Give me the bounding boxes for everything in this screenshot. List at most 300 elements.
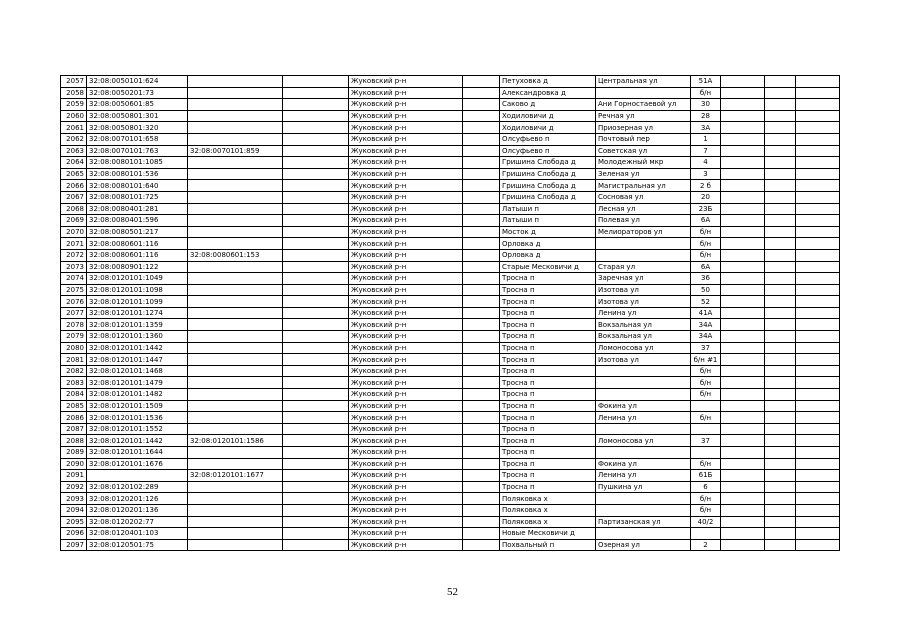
- extra-column-3-cell: [765, 76, 796, 88]
- parent-cadastral-number-cell: [188, 191, 283, 203]
- extra-column-3-cell: [765, 145, 796, 157]
- extra-column-3-cell: [765, 122, 796, 134]
- extra-column-2-cell: [721, 168, 765, 180]
- district-cell: Жуковский р-н: [349, 504, 463, 516]
- extra-column-2-cell: [721, 470, 765, 482]
- parent-cadastral-number-cell: [188, 226, 283, 238]
- row-number-cell: 2086: [61, 412, 87, 424]
- building-number-cell: [691, 528, 721, 540]
- cadastral-number-cell: 32:08:0050801:320: [87, 122, 188, 134]
- extra-column-3-cell: [765, 191, 796, 203]
- extra-column-4-cell: [796, 319, 840, 331]
- district-cell: Жуковский р-н: [349, 76, 463, 88]
- blank-column-cell: [463, 307, 500, 319]
- extra-column-2-cell: [721, 191, 765, 203]
- extra-column-cell: [283, 203, 349, 215]
- parent-cadastral-number-cell: [188, 377, 283, 389]
- table-row: [61, 87, 840, 99]
- cadastral-number-cell: 32:08:0120201:126: [87, 493, 188, 505]
- extra-column-3-cell: [765, 99, 796, 111]
- row-number-cell: 2063: [61, 145, 87, 157]
- row-number-cell: 2087: [61, 423, 87, 435]
- row-number-cell: 2057: [61, 76, 87, 88]
- building-number-cell: [691, 447, 721, 459]
- parent-cadastral-number-cell: [188, 423, 283, 435]
- table-row: [61, 99, 840, 111]
- extra-column-cell: [283, 516, 349, 528]
- district-cell: Жуковский р-н: [349, 470, 463, 482]
- district-cell: Жуковский р-н: [349, 122, 463, 134]
- extra-column-2-cell: [721, 365, 765, 377]
- settlement-cell: Гришина Слобода д: [500, 180, 596, 192]
- extra-column-2-cell: [721, 493, 765, 505]
- row-number-cell: 2064: [61, 157, 87, 169]
- district-cell: Жуковский р-н: [349, 145, 463, 157]
- parent-cadastral-number-cell: [188, 307, 283, 319]
- district-cell: Жуковский р-н: [349, 168, 463, 180]
- extra-column-2-cell: [721, 423, 765, 435]
- extra-column-2-cell: [721, 389, 765, 401]
- extra-column-4-cell: [796, 261, 840, 273]
- building-number-cell: 6: [691, 481, 721, 493]
- building-number-cell: 36: [691, 273, 721, 285]
- table-row: [61, 157, 840, 169]
- row-number-cell: 2095: [61, 516, 87, 528]
- extra-column-4-cell: [796, 516, 840, 528]
- street-cell: Ленина ул: [596, 307, 691, 319]
- building-number-cell: б/н: [691, 377, 721, 389]
- extra-column-2-cell: [721, 342, 765, 354]
- cadastral-number-cell: 32:08:0080101:536: [87, 168, 188, 180]
- extra-column-4-cell: [796, 191, 840, 203]
- extra-column-4-cell: [796, 470, 840, 482]
- extra-column-cell: [283, 481, 349, 493]
- cadastral-number-cell: 32:08:0120101:1049: [87, 273, 188, 285]
- row-number-cell: 2074: [61, 273, 87, 285]
- street-cell: [596, 423, 691, 435]
- extra-column-3-cell: [765, 168, 796, 180]
- settlement-cell: Латыши п: [500, 215, 596, 227]
- district-cell: Жуковский р-н: [349, 493, 463, 505]
- extra-column-2-cell: [721, 99, 765, 111]
- blank-column-cell: [463, 377, 500, 389]
- blank-column-cell: [463, 284, 500, 296]
- cadastral-number-cell: 32:08:0120101:1359: [87, 319, 188, 331]
- street-cell: Партизанская ул: [596, 516, 691, 528]
- cadastral-number-cell: 32:08:0080401:281: [87, 203, 188, 215]
- table-row: [61, 203, 840, 215]
- extra-column-2-cell: [721, 215, 765, 227]
- table-row: [61, 145, 840, 157]
- blank-column-cell: [463, 203, 500, 215]
- extra-column-4-cell: [796, 180, 840, 192]
- table-row: [61, 516, 840, 528]
- extra-column-4-cell: [796, 110, 840, 122]
- row-number-cell: 2094: [61, 504, 87, 516]
- parent-cadastral-number-cell: [188, 516, 283, 528]
- cadastral-number-cell: 32:08:0080601:116: [87, 238, 188, 250]
- row-number-cell: 2082: [61, 365, 87, 377]
- building-number-cell: 7: [691, 145, 721, 157]
- street-cell: Ленина ул: [596, 470, 691, 482]
- cadastral-number-cell: 32:08:0080101:725: [87, 191, 188, 203]
- row-number-cell: 2092: [61, 481, 87, 493]
- table-row: [61, 423, 840, 435]
- extra-column-cell: [283, 273, 349, 285]
- cadastral-number-cell: 32:08:0120101:1644: [87, 447, 188, 459]
- parent-cadastral-number-cell: [188, 99, 283, 111]
- street-cell: Молодежный мкр: [596, 157, 691, 169]
- table-row: [61, 191, 840, 203]
- cadastral-number-cell: 32:08:0080401:596: [87, 215, 188, 227]
- extra-column-cell: [283, 539, 349, 551]
- building-number-cell: 52: [691, 296, 721, 308]
- table-row: [61, 273, 840, 285]
- cadastral-number-cell: 32:08:0050101:624: [87, 76, 188, 88]
- extra-column-4-cell: [796, 377, 840, 389]
- extra-column-2-cell: [721, 528, 765, 540]
- district-cell: Жуковский р-н: [349, 157, 463, 169]
- blank-column-cell: [463, 539, 500, 551]
- row-number-cell: 2083: [61, 377, 87, 389]
- table-row: [61, 319, 840, 331]
- settlement-cell: Латыши п: [500, 203, 596, 215]
- building-number-cell: 6А: [691, 261, 721, 273]
- table-row: [61, 249, 840, 261]
- parent-cadastral-number-cell: [188, 215, 283, 227]
- extra-column-4-cell: [796, 157, 840, 169]
- extra-column-3-cell: [765, 389, 796, 401]
- building-number-cell: 30: [691, 99, 721, 111]
- extra-column-3-cell: [765, 400, 796, 412]
- row-number-cell: 2060: [61, 110, 87, 122]
- blank-column-cell: [463, 76, 500, 88]
- extra-column-4-cell: [796, 423, 840, 435]
- settlement-cell: Орловка д: [500, 249, 596, 261]
- row-number-cell: 2079: [61, 331, 87, 343]
- extra-column-4-cell: [796, 203, 840, 215]
- street-cell: Фокина ул: [596, 400, 691, 412]
- street-cell: Зеленая ул: [596, 168, 691, 180]
- extra-column-4-cell: [796, 145, 840, 157]
- extra-column-4-cell: [796, 331, 840, 343]
- blank-column-cell: [463, 516, 500, 528]
- extra-column-3-cell: [765, 447, 796, 459]
- cadastral-number-cell: 32:08:0080101:640: [87, 180, 188, 192]
- extra-column-3-cell: [765, 354, 796, 366]
- extra-column-cell: [283, 249, 349, 261]
- row-number-cell: 2061: [61, 122, 87, 134]
- row-number-cell: 2084: [61, 389, 87, 401]
- settlement-cell: Тросна п: [500, 307, 596, 319]
- extra-column-2-cell: [721, 157, 765, 169]
- extra-column-4-cell: [796, 528, 840, 540]
- extra-column-4-cell: [796, 76, 840, 88]
- blank-column-cell: [463, 354, 500, 366]
- extra-column-cell: [283, 400, 349, 412]
- settlement-cell: Мосток д: [500, 226, 596, 238]
- cadastral-number-cell: 32:08:0080501:217: [87, 226, 188, 238]
- row-number-cell: 2090: [61, 458, 87, 470]
- street-cell: Изотова ул: [596, 296, 691, 308]
- extra-column-2-cell: [721, 226, 765, 238]
- building-number-cell: 1: [691, 133, 721, 145]
- parent-cadastral-number-cell: [188, 354, 283, 366]
- blank-column-cell: [463, 226, 500, 238]
- parent-cadastral-number-cell: 32:08:0120101:1586: [188, 435, 283, 447]
- blank-column-cell: [463, 504, 500, 516]
- building-number-cell: б/н: [691, 458, 721, 470]
- building-number-cell: 3: [691, 168, 721, 180]
- extra-column-cell: [283, 342, 349, 354]
- extra-column-3-cell: [765, 493, 796, 505]
- blank-column-cell: [463, 215, 500, 227]
- extra-column-cell: [283, 435, 349, 447]
- extra-column-2-cell: [721, 458, 765, 470]
- extra-column-3-cell: [765, 238, 796, 250]
- settlement-cell: Александровка д: [500, 87, 596, 99]
- extra-column-4-cell: [796, 168, 840, 180]
- building-number-cell: 40/2: [691, 516, 721, 528]
- blank-column-cell: [463, 493, 500, 505]
- street-cell: Лесная ул: [596, 203, 691, 215]
- settlement-cell: Старые Месковичи д: [500, 261, 596, 273]
- street-cell: Полевая ул: [596, 215, 691, 227]
- table-row: [61, 133, 840, 145]
- street-cell: Речная ул: [596, 110, 691, 122]
- extra-column-cell: [283, 447, 349, 459]
- cadastral-number-cell: 32:08:0120202:77: [87, 516, 188, 528]
- extra-column-cell: [283, 458, 349, 470]
- settlement-cell: Олсуфьево п: [500, 133, 596, 145]
- cadastral-number-cell: 32:08:0120101:1274: [87, 307, 188, 319]
- extra-column-2-cell: [721, 516, 765, 528]
- extra-column-4-cell: [796, 215, 840, 227]
- table-row: [61, 389, 840, 401]
- cadastral-number-cell: [87, 470, 188, 482]
- cadastral-number-cell: 32:08:0120101:1360: [87, 331, 188, 343]
- street-cell: Ломоносова ул: [596, 435, 691, 447]
- building-number-cell: б/н: [691, 249, 721, 261]
- row-number-cell: 2078: [61, 319, 87, 331]
- extra-column-2-cell: [721, 203, 765, 215]
- district-cell: Жуковский р-н: [349, 249, 463, 261]
- extra-column-cell: [283, 331, 349, 343]
- street-cell: Почтовый пер: [596, 133, 691, 145]
- table-row: [61, 122, 840, 134]
- extra-column-4-cell: [796, 296, 840, 308]
- extra-column-2-cell: [721, 110, 765, 122]
- extra-column-cell: [283, 319, 349, 331]
- district-cell: Жуковский р-н: [349, 319, 463, 331]
- blank-column-cell: [463, 435, 500, 447]
- street-cell: [596, 504, 691, 516]
- row-number-cell: 2076: [61, 296, 87, 308]
- building-number-cell: 51А: [691, 76, 721, 88]
- extra-column-4-cell: [796, 133, 840, 145]
- extra-column-2-cell: [721, 447, 765, 459]
- street-cell: [596, 249, 691, 261]
- cadastral-number-cell: 32:08:0070101:658: [87, 133, 188, 145]
- blank-column-cell: [463, 157, 500, 169]
- extra-column-3-cell: [765, 110, 796, 122]
- cadastral-number-cell: 32:08:0050801:301: [87, 110, 188, 122]
- street-cell: [596, 87, 691, 99]
- settlement-cell: Новые Месковичи д: [500, 528, 596, 540]
- street-cell: Ломоносова ул: [596, 342, 691, 354]
- parent-cadastral-number-cell: [188, 493, 283, 505]
- extra-column-cell: [283, 284, 349, 296]
- extra-column-3-cell: [765, 539, 796, 551]
- settlement-cell: Гришина Слобода д: [500, 168, 596, 180]
- extra-column-cell: [283, 110, 349, 122]
- extra-column-4-cell: [796, 481, 840, 493]
- settlement-cell: Тросна п: [500, 435, 596, 447]
- extra-column-3-cell: [765, 133, 796, 145]
- table-row: [61, 354, 840, 366]
- district-cell: Жуковский р-н: [349, 516, 463, 528]
- building-number-cell: б/н: [691, 504, 721, 516]
- parent-cadastral-number-cell: 32:08:0120101:1677: [188, 470, 283, 482]
- parent-cadastral-number-cell: [188, 168, 283, 180]
- extra-column-cell: [283, 528, 349, 540]
- extra-column-cell: [283, 215, 349, 227]
- row-number-cell: 2068: [61, 203, 87, 215]
- cadastral-number-cell: 32:08:0120101:1479: [87, 377, 188, 389]
- extra-column-cell: [283, 504, 349, 516]
- street-cell: Мелиораторов ул: [596, 226, 691, 238]
- table-row: [61, 261, 840, 273]
- blank-column-cell: [463, 249, 500, 261]
- building-number-cell: б/н: [691, 389, 721, 401]
- district-cell: Жуковский р-н: [349, 481, 463, 493]
- settlement-cell: Гришина Слобода д: [500, 157, 596, 169]
- settlement-cell: Тросна п: [500, 470, 596, 482]
- building-number-cell: 61Б: [691, 470, 721, 482]
- row-number-cell: 2091: [61, 470, 87, 482]
- extra-column-3-cell: [765, 528, 796, 540]
- settlement-cell: Тросна п: [500, 354, 596, 366]
- cadastral-number-cell: 32:08:0120101:1447: [87, 354, 188, 366]
- cadastral-number-cell: 32:08:0070101:763: [87, 145, 188, 157]
- blank-column-cell: [463, 133, 500, 145]
- street-cell: Ани Горностаевой ул: [596, 99, 691, 111]
- district-cell: Жуковский р-н: [349, 307, 463, 319]
- extra-column-cell: [283, 145, 349, 157]
- settlement-cell: Орловка д: [500, 238, 596, 250]
- district-cell: Жуковский р-н: [349, 87, 463, 99]
- street-cell: [596, 447, 691, 459]
- parent-cadastral-number-cell: [188, 319, 283, 331]
- row-number-cell: 2097: [61, 539, 87, 551]
- extra-column-3-cell: [765, 435, 796, 447]
- extra-column-4-cell: [796, 354, 840, 366]
- row-number-cell: 2066: [61, 180, 87, 192]
- settlement-cell: Тросна п: [500, 412, 596, 424]
- page-number: 52: [447, 586, 458, 598]
- blank-column-cell: [463, 331, 500, 343]
- building-number-cell: б/н: [691, 87, 721, 99]
- parent-cadastral-number-cell: [188, 76, 283, 88]
- district-cell: Жуковский р-н: [349, 261, 463, 273]
- extra-column-3-cell: [765, 342, 796, 354]
- building-number-cell: 37: [691, 435, 721, 447]
- extra-column-2-cell: [721, 319, 765, 331]
- blank-column-cell: [463, 145, 500, 157]
- extra-column-4-cell: [796, 389, 840, 401]
- extra-column-3-cell: [765, 481, 796, 493]
- extra-column-cell: [283, 296, 349, 308]
- extra-column-2-cell: [721, 180, 765, 192]
- parent-cadastral-number-cell: [188, 481, 283, 493]
- table-row: [61, 435, 840, 447]
- cadastral-number-cell: 32:08:0120101:1442: [87, 435, 188, 447]
- building-number-cell: [691, 400, 721, 412]
- building-number-cell: б/н #1: [691, 354, 721, 366]
- row-number-cell: 2089: [61, 447, 87, 459]
- street-cell: [596, 365, 691, 377]
- extra-column-cell: [283, 261, 349, 273]
- building-number-cell: б/н: [691, 493, 721, 505]
- district-cell: Жуковский р-н: [349, 191, 463, 203]
- blank-column-cell: [463, 528, 500, 540]
- building-number-cell: 20: [691, 191, 721, 203]
- settlement-cell: Тросна п: [500, 284, 596, 296]
- district-cell: Жуковский р-н: [349, 180, 463, 192]
- extra-column-3-cell: [765, 180, 796, 192]
- extra-column-4-cell: [796, 342, 840, 354]
- parent-cadastral-number-cell: [188, 87, 283, 99]
- blank-column-cell: [463, 389, 500, 401]
- extra-column-cell: [283, 470, 349, 482]
- parent-cadastral-number-cell: [188, 412, 283, 424]
- row-number-cell: 2096: [61, 528, 87, 540]
- extra-column-2-cell: [721, 539, 765, 551]
- street-cell: Советская ул: [596, 145, 691, 157]
- extra-column-3-cell: [765, 261, 796, 273]
- extra-column-2-cell: [721, 238, 765, 250]
- blank-column-cell: [463, 481, 500, 493]
- row-number-cell: 2080: [61, 342, 87, 354]
- extra-column-4-cell: [796, 226, 840, 238]
- extra-column-cell: [283, 99, 349, 111]
- cadastral-number-cell: 32:08:0120101:1676: [87, 458, 188, 470]
- row-number-cell: 2071: [61, 238, 87, 250]
- row-number-cell: 2067: [61, 191, 87, 203]
- blank-column-cell: [463, 296, 500, 308]
- cadastral-number-cell: 32:08:0120101:1536: [87, 412, 188, 424]
- table-row: [61, 168, 840, 180]
- extra-column-2-cell: [721, 307, 765, 319]
- cadastral-number-cell: 32:08:0080901:122: [87, 261, 188, 273]
- extra-column-cell: [283, 180, 349, 192]
- extra-column-2-cell: [721, 412, 765, 424]
- parent-cadastral-number-cell: [188, 157, 283, 169]
- street-cell: [596, 238, 691, 250]
- district-cell: Жуковский р-н: [349, 296, 463, 308]
- extra-column-2-cell: [721, 481, 765, 493]
- parent-cadastral-number-cell: [188, 238, 283, 250]
- district-cell: Жуковский р-н: [349, 133, 463, 145]
- parent-cadastral-number-cell: [188, 400, 283, 412]
- table-row: [61, 470, 840, 482]
- row-number-cell: 2059: [61, 99, 87, 111]
- street-cell: Ленина ул: [596, 412, 691, 424]
- table-row: [61, 377, 840, 389]
- street-cell: Сосновая ул: [596, 191, 691, 203]
- extra-column-4-cell: [796, 284, 840, 296]
- blank-column-cell: [463, 342, 500, 354]
